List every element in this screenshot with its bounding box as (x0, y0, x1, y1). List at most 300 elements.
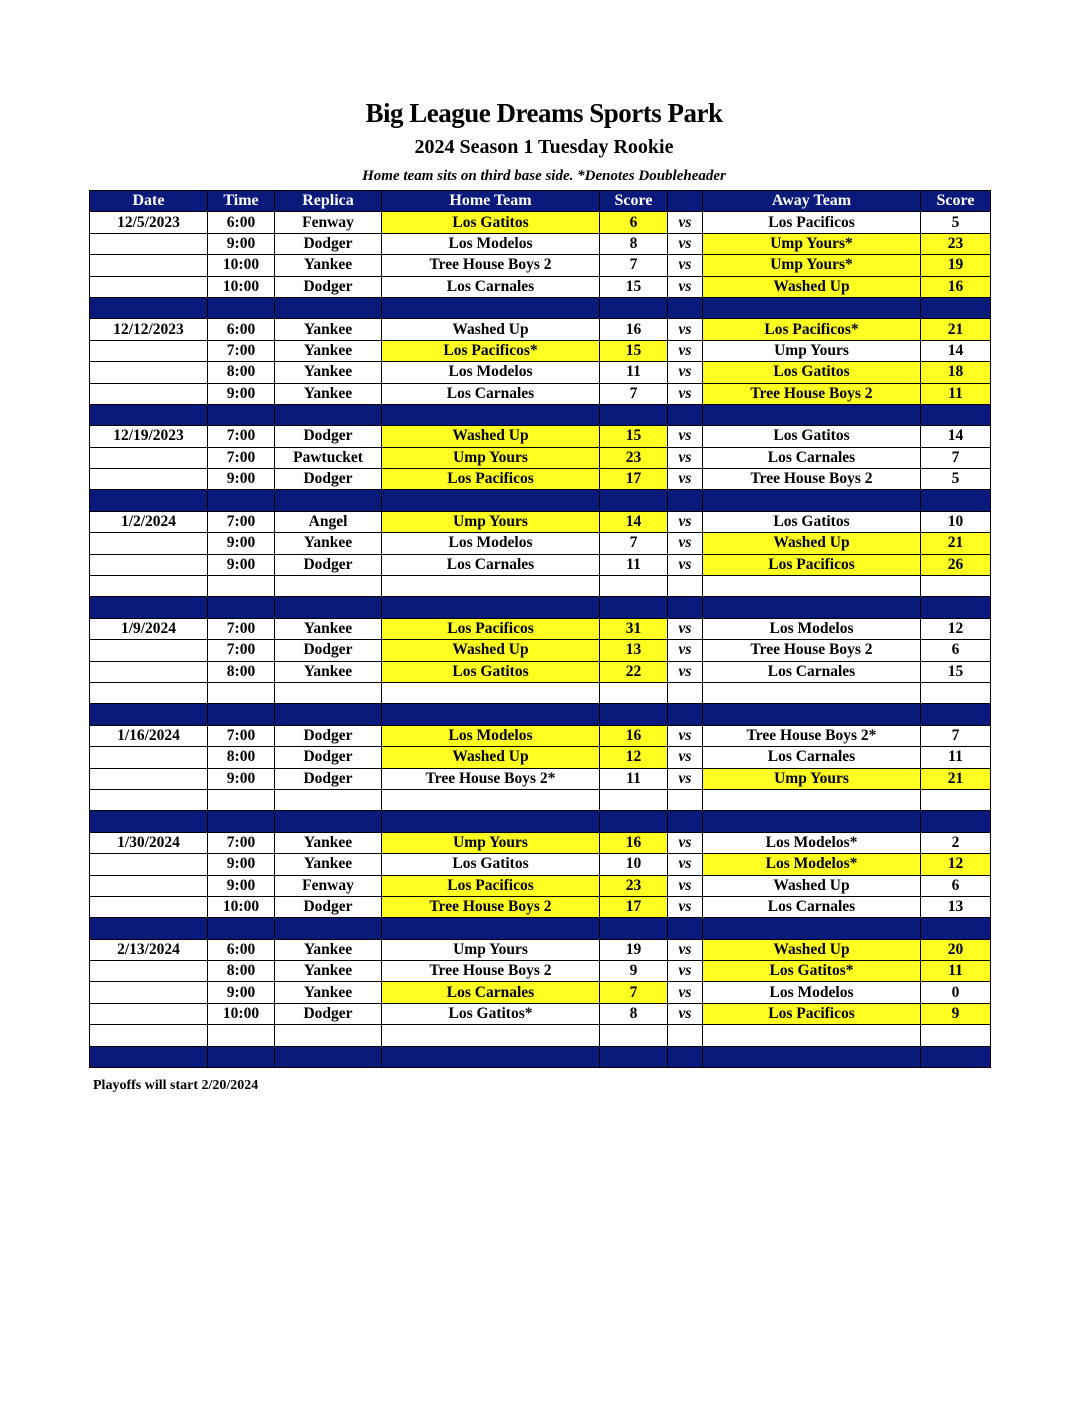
time-cell: 9:00 (208, 233, 275, 254)
home-team-cell: Ump Yours (382, 939, 600, 960)
away-score-cell: 11 (921, 961, 991, 982)
game-row (90, 896, 991, 917)
time-cell: 7:00 (208, 511, 275, 532)
date-separator-row (90, 704, 991, 725)
separator-cell (668, 297, 703, 318)
away-team-cell: Tree House Boys 2* (703, 725, 921, 746)
replica-cell: Yankee (275, 383, 382, 404)
game-row (90, 832, 991, 853)
separator-cell (275, 811, 382, 832)
replica-cell: Pawtucket (275, 447, 382, 468)
empty-cell (208, 1025, 275, 1046)
vs-cell: vs (668, 469, 703, 490)
time-cell: 9:00 (208, 854, 275, 875)
away-score-cell: 14 (921, 426, 991, 447)
away-score-cell: 7 (921, 725, 991, 746)
time-cell: 9:00 (208, 982, 275, 1003)
time-cell: 7:00 (208, 640, 275, 661)
game-row (90, 618, 991, 639)
replica-cell: Dodger (275, 747, 382, 768)
empty-row (90, 576, 991, 597)
game-row (90, 982, 991, 1003)
vs-cell: vs (668, 533, 703, 554)
separator-cell (921, 811, 991, 832)
replica-cell: Yankee (275, 533, 382, 554)
home-score-cell: 31 (600, 618, 668, 639)
replica-cell: Dodger (275, 554, 382, 575)
home-score-cell: 8 (600, 1003, 668, 1024)
home-score-cell: 7 (600, 383, 668, 404)
vs-cell: vs (668, 896, 703, 917)
time-cell: 7:00 (208, 618, 275, 639)
away-score-cell: 11 (921, 747, 991, 768)
home-team-cell: Los Pacificos (382, 618, 600, 639)
home-score-cell: 16 (600, 319, 668, 340)
away-team-cell: Tree House Boys 2 (703, 383, 921, 404)
separator-cell (668, 811, 703, 832)
separator-cell (600, 704, 668, 725)
home-team-cell: Ump Yours (382, 832, 600, 853)
vs-cell: vs (668, 618, 703, 639)
time-cell: 10:00 (208, 896, 275, 917)
away-score-cell: 23 (921, 233, 991, 254)
date-cell (90, 982, 208, 1003)
replica-cell: Dodger (275, 426, 382, 447)
time-cell: 9:00 (208, 383, 275, 404)
vs-cell: vs (668, 725, 703, 746)
separator-cell (382, 918, 600, 939)
date-cell (90, 276, 208, 297)
away-team-cell: Los Pacificos (703, 1003, 921, 1024)
vs-cell: vs (668, 961, 703, 982)
game-row (90, 640, 991, 661)
home-score-cell: 7 (600, 533, 668, 554)
separator-cell (90, 704, 208, 725)
vs-cell: vs (668, 340, 703, 361)
away-team-cell: Tree House Boys 2 (703, 640, 921, 661)
separator-cell (703, 1046, 921, 1067)
home-score-cell: 8 (600, 233, 668, 254)
away-team-cell: Los Carnales (703, 896, 921, 917)
separator-cell (208, 918, 275, 939)
time-cell: 9:00 (208, 875, 275, 896)
date-separator-row (90, 404, 991, 425)
date-cell (90, 340, 208, 361)
date-cell: 1/16/2024 (90, 725, 208, 746)
empty-cell (275, 789, 382, 810)
date-cell (90, 362, 208, 383)
separator-cell (275, 297, 382, 318)
date-separator-row (90, 1046, 991, 1067)
away-score-cell: 12 (921, 618, 991, 639)
separator-cell (382, 811, 600, 832)
empty-cell (90, 789, 208, 810)
time-cell: 10:00 (208, 276, 275, 297)
separator-cell (600, 404, 668, 425)
empty-row (90, 682, 991, 703)
game-row (90, 276, 991, 297)
column-header-vs (668, 191, 703, 212)
empty-cell (921, 682, 991, 703)
empty-row (90, 1025, 991, 1046)
away-score-cell: 7 (921, 447, 991, 468)
vs-cell: vs (668, 939, 703, 960)
date-separator-row (90, 811, 991, 832)
vs-cell: vs (668, 554, 703, 575)
separator-cell (600, 490, 668, 511)
time-cell: 8:00 (208, 961, 275, 982)
column-header-time: Time (208, 191, 275, 212)
vs-cell: vs (668, 511, 703, 532)
replica-cell: Dodger (275, 276, 382, 297)
time-cell: 7:00 (208, 447, 275, 468)
date-cell (90, 554, 208, 575)
separator-cell (668, 1046, 703, 1067)
home-score-cell: 12 (600, 747, 668, 768)
separator-cell (921, 404, 991, 425)
away-team-cell: Ump Yours (703, 768, 921, 789)
away-team-cell: Los Gatitos (703, 511, 921, 532)
home-team-cell: Washed Up (382, 426, 600, 447)
separator-cell (382, 597, 600, 618)
home-team-cell: Ump Yours (382, 447, 600, 468)
home-score-cell: 15 (600, 340, 668, 361)
replica-cell: Yankee (275, 939, 382, 960)
game-row (90, 212, 991, 233)
replica-cell: Yankee (275, 255, 382, 276)
date-cell: 2/13/2024 (90, 939, 208, 960)
page-subtitle: 2024 Season 1 Tuesday Rookie (414, 136, 674, 158)
away-team-cell: Los Pacificos (703, 554, 921, 575)
game-row (90, 233, 991, 254)
replica-cell: Dodger (275, 1003, 382, 1024)
empty-cell (668, 682, 703, 703)
empty-cell (275, 682, 382, 703)
home-team-cell: Washed Up (382, 747, 600, 768)
empty-cell (921, 1025, 991, 1046)
replica-cell: Dodger (275, 768, 382, 789)
separator-cell (703, 704, 921, 725)
empty-cell (600, 682, 668, 703)
separator-cell (90, 297, 208, 318)
separator-cell (208, 404, 275, 425)
away-team-cell: Los Pacificos (703, 212, 921, 233)
separator-cell (90, 1046, 208, 1067)
home-team-cell: Los Pacificos (382, 469, 600, 490)
date-cell (90, 875, 208, 896)
separator-cell (921, 704, 991, 725)
home-score-cell: 17 (600, 896, 668, 917)
game-row (90, 340, 991, 361)
away-score-cell: 2 (921, 832, 991, 853)
empty-cell (275, 576, 382, 597)
vs-cell: vs (668, 661, 703, 682)
replica-cell: Angel (275, 511, 382, 532)
time-cell: 9:00 (208, 469, 275, 490)
home-team-cell: Washed Up (382, 319, 600, 340)
vs-cell: vs (668, 319, 703, 340)
time-cell: 9:00 (208, 768, 275, 789)
vs-cell: vs (668, 982, 703, 1003)
date-separator-row (90, 597, 991, 618)
empty-cell (921, 789, 991, 810)
separator-cell (382, 297, 600, 318)
date-cell (90, 661, 208, 682)
home-score-cell: 16 (600, 725, 668, 746)
away-team-cell: Los Modelos* (703, 854, 921, 875)
separator-cell (921, 1046, 991, 1067)
away-team-cell: Tree House Boys 2 (703, 469, 921, 490)
away-team-cell: Los Gatitos (703, 426, 921, 447)
vs-cell: vs (668, 233, 703, 254)
separator-cell (90, 490, 208, 511)
away-score-cell: 21 (921, 533, 991, 554)
separator-cell (275, 918, 382, 939)
replica-cell: Yankee (275, 340, 382, 361)
separator-cell (668, 490, 703, 511)
away-team-cell: Ump Yours* (703, 255, 921, 276)
away-team-cell: Los Carnales (703, 747, 921, 768)
separator-cell (382, 704, 600, 725)
empty-cell (668, 576, 703, 597)
home-team-cell: Ump Yours (382, 511, 600, 532)
separator-cell (208, 297, 275, 318)
column-header-away-score: Score (921, 191, 991, 212)
away-team-cell: Los Gatitos* (703, 961, 921, 982)
date-cell (90, 768, 208, 789)
home-team-cell: Los Modelos (382, 233, 600, 254)
away-score-cell: 26 (921, 554, 991, 575)
separator-cell (668, 918, 703, 939)
empty-cell (90, 682, 208, 703)
empty-cell (275, 1025, 382, 1046)
away-score-cell: 5 (921, 469, 991, 490)
vs-cell: vs (668, 640, 703, 661)
home-score-cell: 19 (600, 939, 668, 960)
separator-cell (703, 811, 921, 832)
date-cell: 12/19/2023 (90, 426, 208, 447)
time-cell: 10:00 (208, 1003, 275, 1024)
separator-cell (90, 597, 208, 618)
empty-row (90, 789, 991, 810)
vs-cell: vs (668, 383, 703, 404)
home-score-cell: 23 (600, 875, 668, 896)
separator-cell (600, 918, 668, 939)
replica-cell: Yankee (275, 362, 382, 383)
away-team-cell: Los Modelos* (703, 832, 921, 853)
date-cell (90, 1003, 208, 1024)
home-score-cell: 22 (600, 661, 668, 682)
home-team-cell: Tree House Boys 2* (382, 768, 600, 789)
separator-cell (668, 404, 703, 425)
date-cell (90, 233, 208, 254)
game-row (90, 533, 991, 554)
separator-cell (668, 704, 703, 725)
away-team-cell: Ump Yours* (703, 233, 921, 254)
vs-cell: vs (668, 832, 703, 853)
home-team-cell: Los Gatitos (382, 661, 600, 682)
game-row (90, 362, 991, 383)
away-score-cell: 0 (921, 982, 991, 1003)
away-score-cell: 6 (921, 640, 991, 661)
game-row (90, 1003, 991, 1024)
separator-cell (921, 297, 991, 318)
schedule-table (89, 190, 991, 1068)
time-cell: 6:00 (208, 939, 275, 960)
separator-cell (703, 297, 921, 318)
date-separator-row (90, 490, 991, 511)
date-cell: 12/12/2023 (90, 319, 208, 340)
home-team-cell: Los Modelos (382, 362, 600, 383)
separator-cell (921, 490, 991, 511)
schedule-note: Home team sits on third base side. *Denotes Doubleheader (362, 168, 726, 184)
separator-cell (600, 597, 668, 618)
separator-cell (90, 811, 208, 832)
replica-cell: Yankee (275, 832, 382, 853)
home-score-cell: 11 (600, 554, 668, 575)
home-score-cell: 15 (600, 276, 668, 297)
time-cell: 8:00 (208, 362, 275, 383)
game-row (90, 961, 991, 982)
away-score-cell: 10 (921, 511, 991, 532)
away-team-cell: Washed Up (703, 533, 921, 554)
away-team-cell: Los Gatitos (703, 362, 921, 383)
away-score-cell: 16 (921, 276, 991, 297)
empty-cell (90, 1025, 208, 1046)
empty-cell (208, 789, 275, 810)
column-header-home-team: Home Team (382, 191, 600, 212)
column-header-home-score: Score (600, 191, 668, 212)
separator-cell (208, 704, 275, 725)
date-cell (90, 255, 208, 276)
game-row (90, 319, 991, 340)
away-score-cell: 9 (921, 1003, 991, 1024)
time-cell: 6:00 (208, 319, 275, 340)
separator-cell (208, 490, 275, 511)
schedule-body (90, 212, 991, 1068)
away-team-cell: Washed Up (703, 939, 921, 960)
separator-cell (275, 597, 382, 618)
away-score-cell: 15 (921, 661, 991, 682)
date-cell (90, 640, 208, 661)
home-score-cell: 7 (600, 255, 668, 276)
vs-cell: vs (668, 362, 703, 383)
empty-cell (668, 789, 703, 810)
empty-cell (668, 1025, 703, 1046)
replica-cell: Dodger (275, 469, 382, 490)
home-score-cell: 9 (600, 961, 668, 982)
home-team-cell: Los Carnales (382, 383, 600, 404)
time-cell: 7:00 (208, 832, 275, 853)
replica-cell: Fenway (275, 875, 382, 896)
separator-cell (703, 404, 921, 425)
playoffs-note: Playoffs will start 2/20/2024 (93, 1078, 259, 1093)
away-score-cell: 20 (921, 939, 991, 960)
time-cell: 7:00 (208, 426, 275, 447)
game-row (90, 426, 991, 447)
separator-cell (208, 811, 275, 832)
away-score-cell: 6 (921, 875, 991, 896)
away-score-cell: 21 (921, 319, 991, 340)
replica-cell: Dodger (275, 640, 382, 661)
separator-cell (703, 918, 921, 939)
date-cell (90, 447, 208, 468)
empty-cell (600, 1025, 668, 1046)
date-cell (90, 961, 208, 982)
separator-cell (90, 404, 208, 425)
separator-cell (703, 597, 921, 618)
home-score-cell: 14 (600, 511, 668, 532)
empty-cell (703, 576, 921, 597)
separator-cell (275, 404, 382, 425)
vs-cell: vs (668, 1003, 703, 1024)
separator-cell (703, 490, 921, 511)
date-cell: 1/30/2024 (90, 832, 208, 853)
home-team-cell: Los Carnales (382, 554, 600, 575)
separator-cell (600, 1046, 668, 1067)
away-team-cell: Washed Up (703, 276, 921, 297)
home-team-cell: Tree House Boys 2 (382, 255, 600, 276)
separator-cell (208, 1046, 275, 1067)
time-cell: 9:00 (208, 554, 275, 575)
date-cell: 12/5/2023 (90, 212, 208, 233)
separator-cell (382, 404, 600, 425)
time-cell: 9:00 (208, 533, 275, 554)
away-score-cell: 19 (921, 255, 991, 276)
vs-cell: vs (668, 212, 703, 233)
date-cell (90, 747, 208, 768)
game-row (90, 383, 991, 404)
home-team-cell: Los Gatitos (382, 212, 600, 233)
empty-cell (382, 1025, 600, 1046)
game-row (90, 469, 991, 490)
home-team-cell: Los Carnales (382, 276, 600, 297)
empty-cell (382, 682, 600, 703)
away-score-cell: 18 (921, 362, 991, 383)
home-score-cell: 10 (600, 854, 668, 875)
separator-cell (275, 490, 382, 511)
replica-cell: Fenway (275, 212, 382, 233)
away-score-cell: 21 (921, 768, 991, 789)
replica-cell: Yankee (275, 854, 382, 875)
home-score-cell: 13 (600, 640, 668, 661)
replica-cell: Dodger (275, 233, 382, 254)
game-row (90, 768, 991, 789)
away-team-cell: Ump Yours (703, 340, 921, 361)
empty-cell (600, 576, 668, 597)
date-cell: 1/9/2024 (90, 618, 208, 639)
replica-cell: Yankee (275, 618, 382, 639)
column-header-away-team: Away Team (703, 191, 921, 212)
away-score-cell: 12 (921, 854, 991, 875)
time-cell: 7:00 (208, 340, 275, 361)
home-score-cell: 11 (600, 768, 668, 789)
empty-cell (600, 789, 668, 810)
home-team-cell: Washed Up (382, 640, 600, 661)
separator-cell (208, 597, 275, 618)
home-score-cell: 17 (600, 469, 668, 490)
empty-cell (382, 789, 600, 810)
home-score-cell: 15 (600, 426, 668, 447)
away-score-cell: 14 (921, 340, 991, 361)
away-team-cell: Los Carnales (703, 447, 921, 468)
game-row (90, 511, 991, 532)
replica-cell: Yankee (275, 661, 382, 682)
vs-cell: vs (668, 426, 703, 447)
separator-cell (275, 1046, 382, 1067)
vs-cell: vs (668, 447, 703, 468)
game-row (90, 255, 991, 276)
